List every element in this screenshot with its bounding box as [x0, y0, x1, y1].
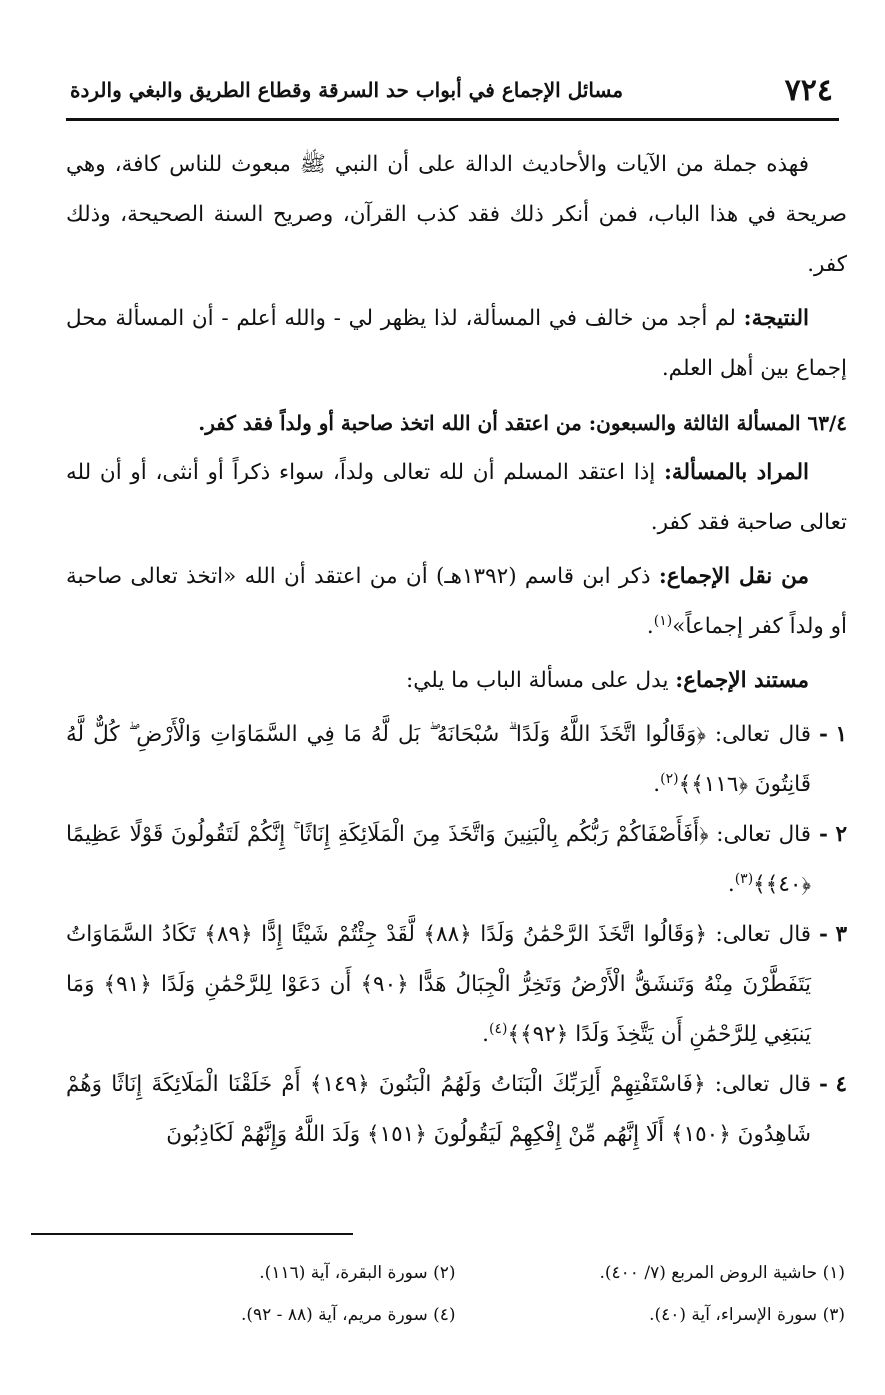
meaning-label: المراد بالمسألة: — [664, 460, 810, 485]
quran-verse: ﴿وَقَالُوا اتَّخَذَ الرَّحْمَٰنُ وَلَدًا ﴿٨٨﴾ لَّقَدْ جِئْتُمْ شَيْئًا إِدًّا ﴿٨٩﴾ تَكَادُ السَّمَاوَاتُ يَتَفَطَّرْنَ مِنْهُ وَتَنشَقُّ الْأَرْضُ وَتَخِرُّ الْجِبَالُ هَدًّا ﴿٩٠﴾ أَن دَعَوْا لِلرَّحْمَٰنِ وَلَدًا ﴿٩١﴾ وَمَا يَنبَغِي لِلرَّحْمَٰنِ أَن يَتَّخِذَ وَلَدًا ﴿٩٢﴾﴾ — [66, 922, 812, 1047]
result-text: لم أجد من خالف في المسألة، لذا يظهر لي - والله أعلم - أن المسألة محل إجماع بين أهل العلم. — [66, 306, 847, 381]
page-body — [66, 140, 847, 1160]
meaning-text: إذا اعتقد المسلم أن لله تعالى ولداً، سواء ذكراً أو أنثى، أو أن لله تعالى صاحبة فقد كفر. — [66, 460, 847, 535]
item-lead: قال تعالى: — [714, 722, 812, 747]
evidence-item-4 — [66, 1060, 847, 1160]
transmission-paragraph — [66, 552, 847, 652]
transmission-end: . — [646, 614, 654, 639]
basis-text: يدل على مسألة الباب ما يلي: — [406, 668, 669, 693]
evidence-item-2 — [66, 810, 847, 910]
footnote-2: (٢) سورة البقرة، آية (١١٦). — [259, 1263, 456, 1283]
footnote-ref-1[interactable]: (١) — [653, 612, 673, 629]
item-body: قال تعالى: ﴿وَقَالُوا اتَّخَذَ اللَّهُ وَلَدًا ۗ سُبْحَانَهُ ۖ بَل لَّهُ مَا فِي السَّمَاوَاتِ وَالْأَرْضِ ۖ كُلٌّ لَّهُ قَانِتُونَ ﴿١١٦﴾﴾$^{(٢)}$. — [66, 722, 812, 797]
quran-verse: ﴿أَفَأَصْفَاكُمْ رَبُّكُم بِالْبَنِينَ وَاتَّخَذَ مِنَ الْمَلَائِكَةِ إِنَاثًا ۚ إِنَّكُمْ لَتَقُولُونَ قَوْلًا عَظِيمًا ﴿٤٠﴾﴾ — [66, 822, 812, 897]
page-header — [66, 62, 839, 121]
footnote-ref-4[interactable]: (٤) — [489, 1020, 508, 1037]
item-number: ٢ - — [819, 822, 847, 847]
item-number: ٤ - — [819, 1072, 847, 1097]
transmission-label: من نقل الإجماع: — [658, 564, 809, 589]
footnote-ref-3[interactable]: (٣) — [734, 870, 754, 887]
item-lead: قال تعالى: — [715, 922, 812, 947]
result-label: النتيجة: — [743, 306, 809, 331]
basis-paragraph — [66, 656, 847, 706]
item-lead: قال تعالى: — [714, 1072, 812, 1097]
footnote-1: (١) حاشية الروض المربع (٧/ ٤٠٠). — [599, 1263, 845, 1283]
page-number: ٧٢٤ — [784, 72, 833, 108]
item-number: ٣ - — [819, 922, 847, 947]
item-number: ١ - — [819, 722, 847, 747]
item-lead: قال تعالى: — [716, 822, 812, 847]
item-body: قال تعالى: ﴿أَفَأَصْفَاكُمْ رَبُّكُم بِالْبَنِينَ وَاتَّخَذَ مِنَ الْمَلَائِكَةِ إِنَاثًا ۚ إِنَّكُمْ لَتَقُولُونَ قَوْلًا عَظِيمًا ﴿٤٠﴾﴾$^{(٣)}$. — [66, 822, 812, 897]
meaning-paragraph — [66, 448, 847, 548]
intro-paragraph: فهذه جملة من الآيات والأحاديث الدالة على أن النبي ﷺ مبعوث للناس كافة، وهي صريحة في هذا الباب، فمن أنكر ذلك فقد كذب القرآن، وصريح السنة الصحيحة، وذلك كفر. — [66, 152, 847, 277]
footnotes — [66, 1252, 845, 1336]
footnote-4: (٤) سورة مريم، آية (٨٨ - ٩٢). — [240, 1305, 456, 1325]
footnote-divider — [31, 1233, 353, 1235]
quran-verse: ﴿وَقَالُوا اتَّخَذَ اللَّهُ وَلَدًا ۗ سُبْحَانَهُ ۖ بَل لَّهُ مَا فِي السَّمَاوَاتِ وَالْأَرْضِ ۖ كُلٌّ لَّهُ قَانِتُونَ ﴿١١٦﴾﴾ — [66, 722, 812, 797]
basis-label: مستند الإجماع: — [675, 668, 809, 693]
evidence-item-3 — [66, 910, 847, 1060]
result-paragraph — [66, 294, 847, 394]
transmission-text: ذكر ابن قاسم (١٣٩٢هـ) أن من اعتقد أن الله «اتخذ تعالى صاحبة أو ولداً كفر إجماعاً» — [66, 564, 847, 639]
quran-verse: ﴿فَاسْتَفْتِهِمْ أَلِرَبِّكَ الْبَنَاتُ وَلَهُمُ الْبَنُونَ ﴿١٤٩﴾ أَمْ خَلَقْنَا الْمَلَائِكَةَ إِنَاثًا وَهُمْ شَاهِدُونَ ﴿١٥٠﴾ أَلَا إِنَّهُم مِّنْ إِفْكِهِمْ لَيَقُولُونَ ﴿١٥١﴾ وَلَدَ اللَّهُ وَإِنَّهُمْ لَكَاذِبُونَ — [66, 1072, 812, 1147]
evidence-item-1 — [66, 710, 847, 810]
footnote-ref-2[interactable]: (٢) — [660, 770, 679, 787]
item-body — [66, 1060, 811, 1160]
section-heading: ٦٣/٤ المسألة الثالثة والسبعون: من اعتقد أن الله اتخذ صاحبة أو ولداً فقد كفر. — [198, 411, 847, 435]
running-title: مسائل الإجماع في أبواب حد السرقة وقطاع الطريق والبغي والردة — [70, 78, 624, 102]
footnote-3: (٣) سورة الإسراء، آية (٤٠). — [649, 1305, 845, 1325]
item-body: قال تعالى: ﴿وَقَالُوا اتَّخَذَ الرَّحْمَٰنُ وَلَدًا ﴿٨٨﴾ لَّقَدْ جِئْتُمْ شَيْئًا إِدًّا ﴿٨٩﴾ تَكَادُ السَّمَاوَاتُ يَتَفَطَّرْنَ مِنْهُ وَتَنشَقُّ الْأَرْضُ وَتَخِرُّ الْجِبَالُ هَدًّا ﴿٩٠﴾ أَن دَعَوْا لِلرَّحْمَٰنِ وَلَدًا ﴿٩١﴾ وَمَا يَنبَغِي لِلرَّحْمَٰنِ أَن يَتَّخِذَ وَلَدًا ﴿٩٢﴾﴾$^{(٤)}$. — [66, 922, 812, 1047]
